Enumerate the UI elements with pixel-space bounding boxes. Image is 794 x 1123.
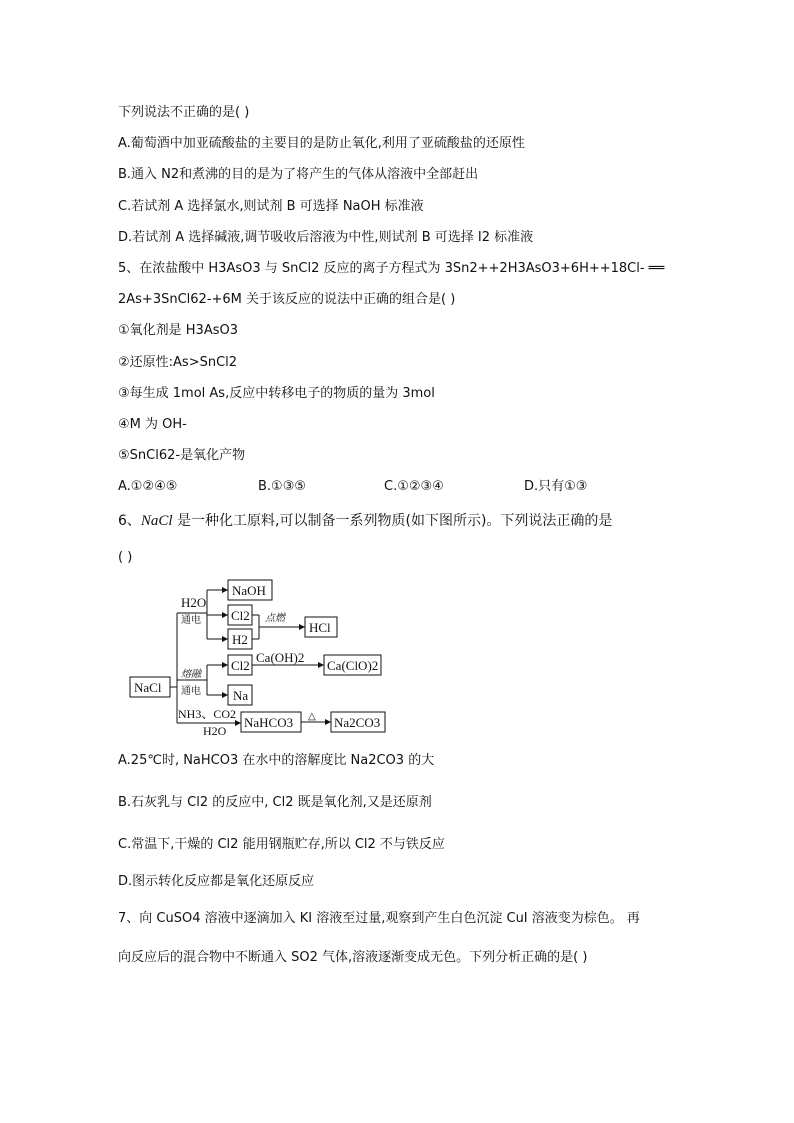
q7-line-1: 7、向 CuSO4 溶液中逐滴加入 KI 溶液至过量,观察到产生白色沉淀 CuI 溶液变为棕色。 再	[118, 911, 640, 926]
tongdian-mid-label: 通电	[181, 686, 201, 697]
q5-choice-c: C.①②③④	[384, 479, 444, 494]
q6-option-b: B.石灰乳与 Cl2 的反应中, Cl2 既是氧化剂,又是还原剂	[118, 795, 432, 810]
na2co3-label: Na2CO3	[334, 715, 381, 730]
caoh2-label: Ca(OH)2	[256, 650, 305, 665]
caclo2-label: Ca(ClO)2	[327, 658, 379, 673]
option-b: B.通入 N2和煮沸的目的是为了将产生的气体从溶液中全部赶出	[118, 167, 479, 182]
q6-stem	[118, 512, 612, 530]
nh3co2-label: NH3、CO2	[178, 707, 237, 721]
option-c: C.若试剂 A 选择氯水,则试剂 B 可选择 NaOH 标准液	[118, 199, 424, 214]
tongdian-top-label: 通电	[181, 615, 201, 626]
dianran-label: 点燃	[265, 613, 285, 624]
nacl-label: NaCl	[134, 680, 162, 695]
h2o-top-label: H2O	[181, 595, 207, 610]
q7-line-2: 向反应后的混合物中不断通入 SO2 气体,溶液逐渐变成无色。下列分析正确的是( )	[118, 950, 588, 965]
q5-item-4: ④M 为 OH-	[118, 417, 187, 432]
q5-choice-a: A.①②④⑤	[118, 479, 178, 494]
q5-item-2: ②还原性:As>SnCl2	[118, 355, 238, 370]
naoh-label: NaOH	[232, 583, 266, 598]
q5-line-1: 5、在浓盐酸中 H3AsO3 与 SnCl2 反应的离子方程式为 3Sn2++2H3AsO3+6H++18Cl- ══	[118, 261, 665, 276]
delta-label: △	[308, 711, 316, 722]
cl2-top-label: Cl2	[231, 608, 250, 623]
q6-paren: ( )	[118, 550, 133, 565]
na-label: Na	[233, 688, 249, 703]
q6-option-a: A.25℃时, NaHCO3 在水中的溶解度比 Na2CO3 的大	[118, 753, 435, 768]
hcl-label: HCl	[309, 620, 331, 635]
q5-choice-b: B.①③⑤	[258, 479, 307, 494]
q5-item-3: ③每生成 1mol As,反应中转移电子的物质的量为 3mol	[118, 386, 435, 401]
q5-item-1: ①氧化剂是 H3AsO3	[118, 323, 239, 338]
q5-choice-d: D.只有①③	[524, 479, 588, 494]
option-d: D.若试剂 A 选择碱液,调节吸收后溶液为中性,则试剂 B 可选择 I2 标准液	[118, 230, 534, 245]
option-a: A.葡萄酒中加亚硫酸盐的主要目的是防止氧化,利用了亚硫酸盐的还原性	[118, 136, 525, 151]
cl2-mid-label: Cl2	[231, 658, 250, 673]
question-intro: 下列说法不正确的是( )	[118, 105, 250, 120]
q6-subject: NaCl	[140, 513, 173, 529]
q6-prefix: 6、	[118, 513, 141, 529]
q6-option-c: C.常温下,干燥的 Cl2 能用钢瓶贮存,所以 Cl2 不与铁反应	[118, 837, 445, 852]
reaction-diagram	[125, 575, 395, 740]
rongrong-label: 熔融	[181, 669, 201, 680]
h2-label: H2	[232, 632, 248, 647]
q5-item-5: ⑤SnCl62-是氧化产物	[118, 448, 246, 463]
q5-line-2: 2As+3SnCl62-+6M 关于该反应的说法中正确的组合是( )	[118, 292, 456, 307]
nahco3-label: NaHCO3	[244, 715, 294, 730]
h2o-bottom-label: H2O	[203, 724, 227, 738]
q6-option-d: D.图示转化反应都是氧化还原反应	[118, 874, 315, 889]
q6-stem-rest: 是一种化工原料,可以制备一系列物质(如下图所示)。下列说法正确的是	[172, 513, 613, 529]
